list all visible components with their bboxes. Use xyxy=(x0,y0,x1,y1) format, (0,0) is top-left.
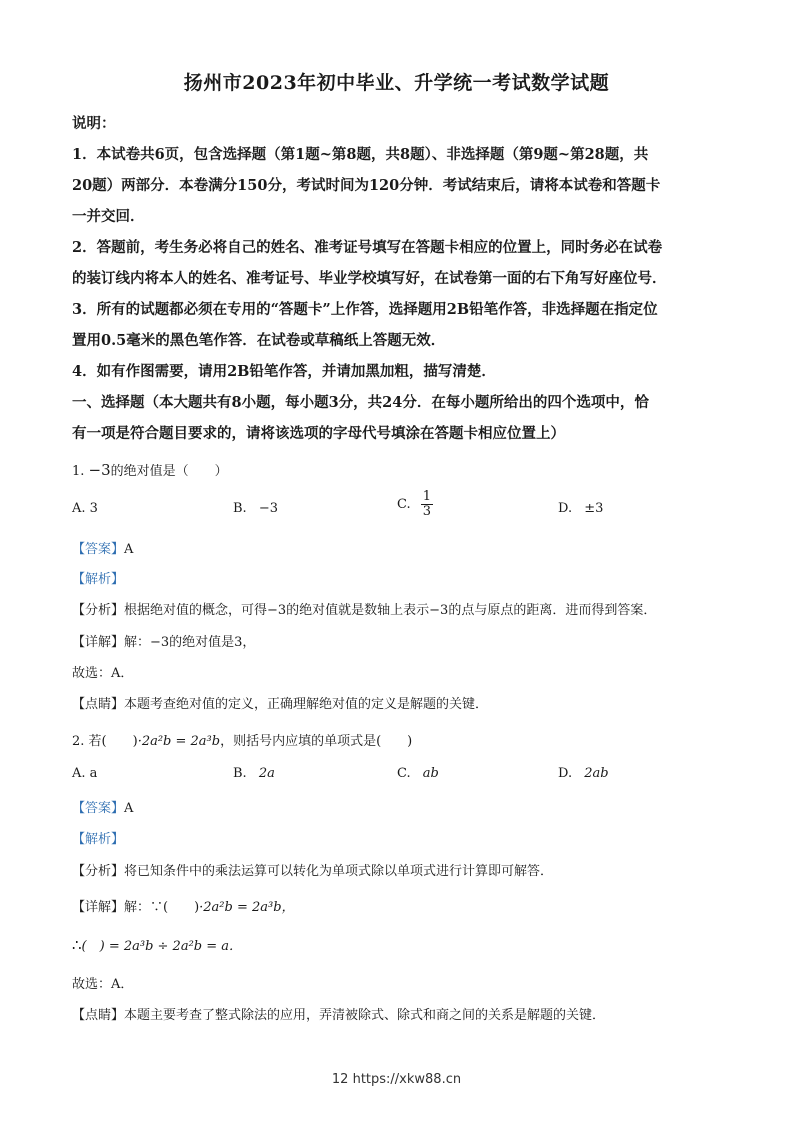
q2-option-a: A. a xyxy=(72,766,98,781)
q2-answer: 【答案】A xyxy=(72,801,134,816)
instruction-line: 20题）两部分．本卷满分150分，考试时间为120分钟．考试结束后，请将本试卷和答题卡 xyxy=(72,177,661,194)
q1-answer: 【答案】A xyxy=(72,542,134,557)
q1-dianjing: 【点睛】本题考查绝对值的定义，正确理解绝对值的定义是解题的关键． xyxy=(72,697,489,712)
instruction-line: 一并交回． xyxy=(72,208,145,225)
q1-fenxi: 【分析】根据绝对值的概念，可得−3的绝对值就是数轴上表示−3的点与原点的距离．进而得到答案． xyxy=(72,603,657,618)
q1-xiangjie: 【详解】解：−3的绝对值是3， xyxy=(72,635,256,650)
q1-option-d: D. ±3 xyxy=(558,501,604,516)
instruction-line: 3．所有的试题都必须在专用的“答题卡”上作答，选择题用2B铅笔作答，非选择题在指定位 xyxy=(72,301,658,318)
q2-dianjing: 【点睛】本题主要考查了整式除法的应用，弄清被除式、除式和商之间的关系是解题的关键． xyxy=(72,1008,606,1023)
section-heading: 有一项是符合题目要求的，请将该选项的字母代号填涂在答题卡相应位置上） xyxy=(72,425,565,442)
q1-option-c: C. $\frac{1}{3}$ xyxy=(397,489,432,519)
section-heading: 一、选择题（本大题共有8小题，每小题3分，共24分．在每小题所给出的四个选项中，恰 xyxy=(72,394,649,411)
q2-option-b: B. 2a xyxy=(233,766,275,781)
q1-option-b: B. −3 xyxy=(233,501,278,516)
instruction-line: 的装订线内将本人的姓名、准考证号、毕业学校填写好，在试卷第一面的右下角写好座位号． xyxy=(72,270,667,287)
instructions-heading: 说明： xyxy=(72,115,116,132)
q1-option-a: A. 3 xyxy=(72,501,98,516)
page-footer: 12 https://xkw88.cn xyxy=(331,1072,462,1087)
q1-analysis-tag: 【解析】 xyxy=(72,572,125,587)
fraction: $\frac{1}{3}$ xyxy=(422,489,432,519)
q2-xiangjie: 【详解】解：∵( )·2a²b = 2a³b， xyxy=(72,900,295,915)
instruction-line: 4．如有作图需要，请用2B铅笔作答，并请加黑加粗，描写清楚． xyxy=(72,363,496,380)
q2-fenxi: 【分析】将已知条件中的乘法运算可以转化为单项式除以单项式进行计算即可解答． xyxy=(72,864,554,879)
instruction-line: 2．答题前，考生务必将自己的姓名、准考证号填写在答题卡相应的位置上，同时务必在试卷 xyxy=(72,239,663,256)
q2-option-c: C. ab xyxy=(397,766,439,781)
q2-therefore: ∴( ) = 2a³b ÷ 2a²b = a． xyxy=(72,936,243,954)
question-1-stem: 1. −3的绝对值是（ ） xyxy=(72,461,228,479)
q1-guxuan: 故选：A． xyxy=(72,666,134,681)
q2-option-d: D. 2ab xyxy=(558,766,609,781)
instruction-line: 1．本试卷共6页，包含选择题（第1题~第8题，共8题）、非选择题（第9题~第28题，共 xyxy=(72,146,649,163)
instruction-line: 置用0.5毫米的黑色笔作答．在试卷或草稿纸上答题无效． xyxy=(72,332,446,349)
page-title: 扬州市2023年初中毕业、升学统一考试数学试题 xyxy=(183,72,610,94)
q2-guxuan: 故选：A． xyxy=(72,977,134,992)
q2-analysis-tag: 【解析】 xyxy=(72,832,125,847)
question-2-stem: 2. 若( )·2a²b = 2a³b，则括号内应填的单项式是( ) xyxy=(72,734,413,749)
